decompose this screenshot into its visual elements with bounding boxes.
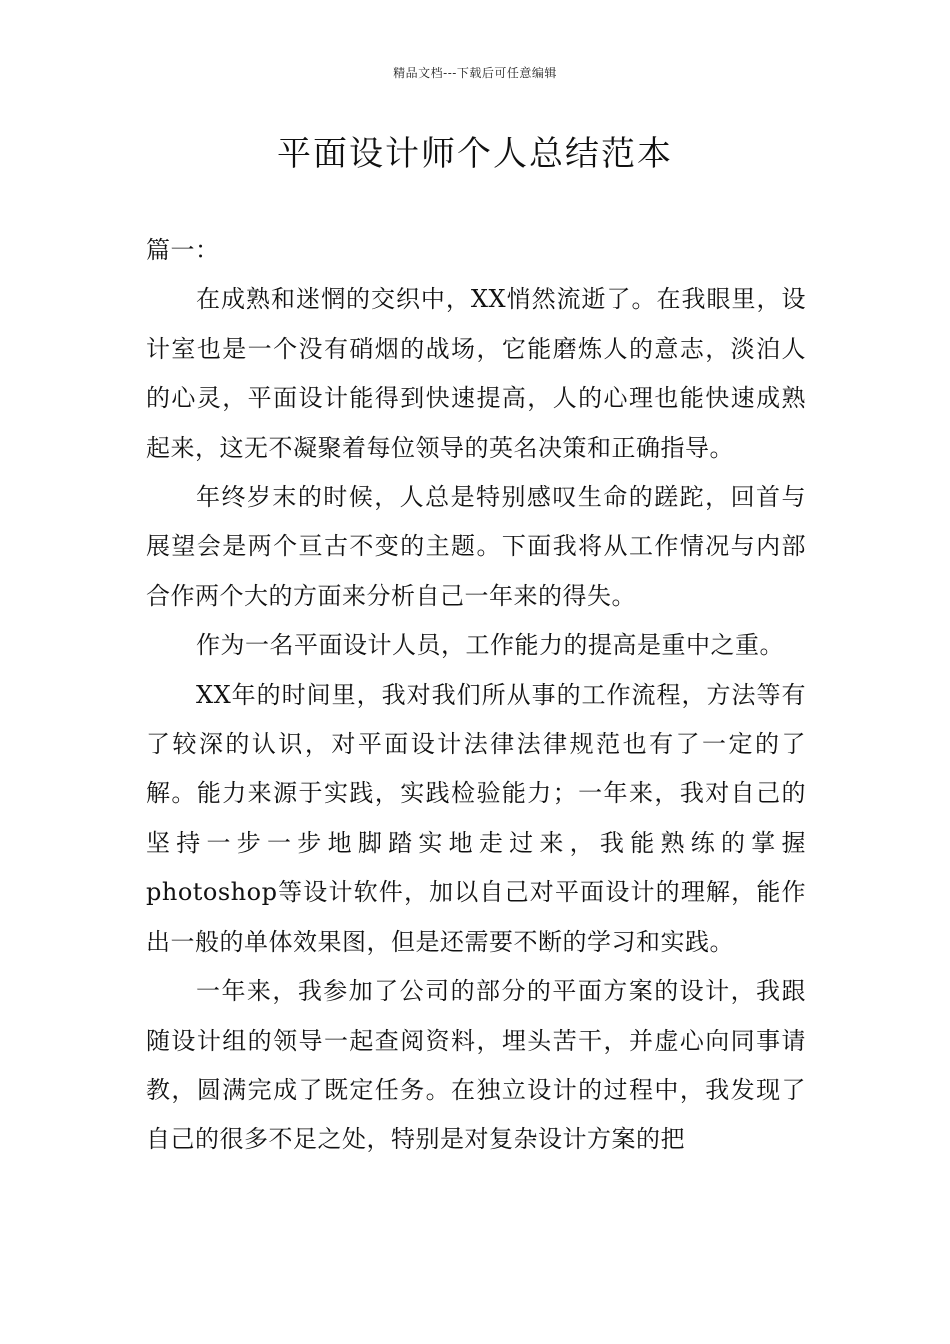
paragraph-3: 作为一名平面设计人员，工作能力的提高是重中之重。 bbox=[196, 631, 784, 660]
paragraph-2: 年终岁末的时候，人总是特别感叹生命的蹉跎，回首与展望会是两个亘古不变的主题。下面我将从工作情况与内部合作两个大的方面来分析自己一年来的得失。 bbox=[146, 483, 806, 610]
header-note: 精品文档---下载后可任意编辑 bbox=[393, 66, 557, 80]
paragraph-1: 在成熟和迷惘的交织中，XX悄然流逝了。在我眼里，设计室也是一个没有硝烟的战场，它能磨炼人的意志，淡泊人的心灵，平面设计能得到快速提高，人的心理也能快速成熟起来，这无不凝聚着每位领导的英名决策和正确指导。 bbox=[146, 285, 806, 462]
paragraph-5: 一年来，我参加了公司的部分的平面方案的设计，我跟随设计组的领导一起查阅资料，埋头苦干，并虚心向同事请教，圆满完成了既定任务。在独立设计的过程中，我发现了自己的很多不足之处，特别是对复杂设计方案的把 bbox=[146, 977, 806, 1154]
paragraph-4: XX年的时间里，我对我们所从事的工作流程，方法等有了较深的认识，对平面设计法律法律规范也有了一定的了解。能力来源于实践，实践检验能力；一年来，我对自己的坚持一步一步地脚踏实地走过来，我能熟练的掌握photoshop等设计软件，加以自己对平面设计的理解，能作出一般的单体效果图，但是还需要不断的学习和实践。 bbox=[146, 680, 806, 956]
document-body bbox=[146, 226, 806, 1165]
document-title: 平面设计师个人总结范本 bbox=[277, 134, 673, 174]
section-label: 篇一： bbox=[146, 236, 220, 264]
